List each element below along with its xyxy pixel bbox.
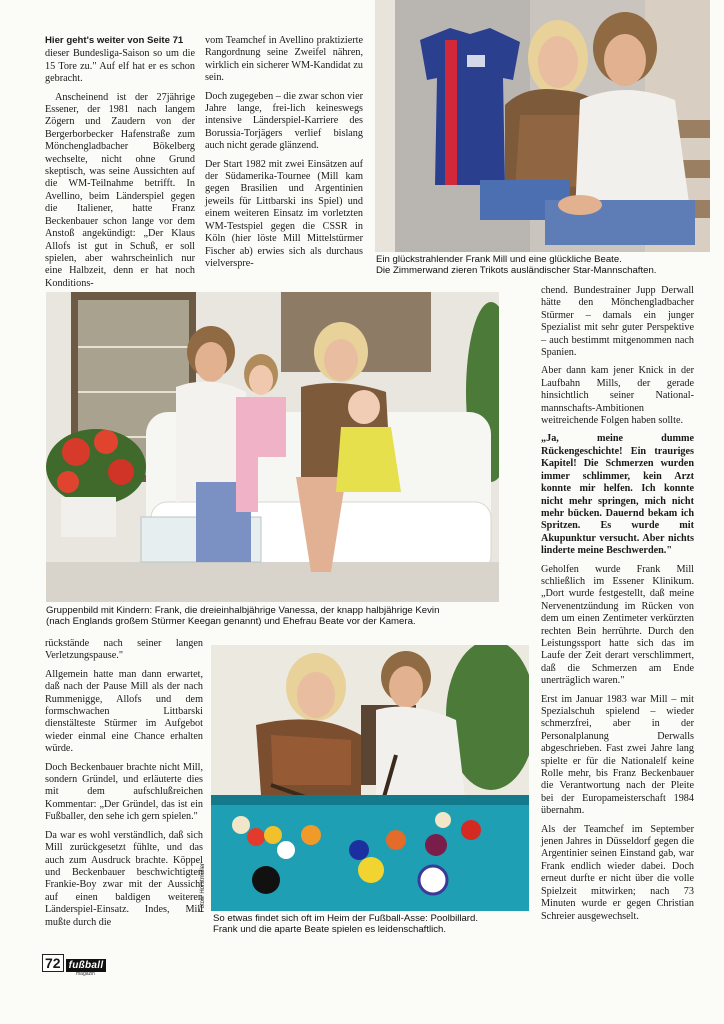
caption-line: Die Zimmerwand zieren Trikots ausländischer Star-Mannschaften.	[376, 265, 657, 277]
family-photo-image	[46, 292, 499, 602]
pool-photo-caption	[213, 913, 533, 936]
article-paragraph: Erst im Januar 1983 war Mill – mit Spezialschuh spielend – wieder schmerzfrei, aber in der Personalplanung Derwalls abgeschrieben. Fast zwei Jahre lang spielte er für die Nationalelf keine Rolle mehr, bis Franz Beckenbauer die Verantwortung nach der Pleite bei der Europameisterschaft 1984 übernahm.	[541, 693, 694, 817]
page-number: 72	[42, 954, 64, 972]
article-paragraph: Anscheinend ist der 27jährige Essener, der 1981 nach langem Zögern und Zaudern von der Bergerborbecker Hafenstraße zum Mönchengladbacher Bökelberg wechselte, nicht ohne Grund skeptisch, was seine Aussichten auf die WM-Teilnahme betrifft. In Avellino, beim Länderspiel gegen die Italiener, hatte Franz Beckenbauer schon lange vor dem Anstoß angekündigt: „Der Klaus Allofs ist gut in Schuß, er soll spielen, aber wahrscheinlich nur eine Halbzeit, denn er hat noch Konditions-	[45, 91, 195, 289]
caption-line: Ein glückstrahlender Frank Mill und eine glückliche Beate.	[376, 254, 622, 265]
couple-photo	[375, 0, 710, 252]
article-paragraph: Da war es wohl verständlich, daß sich Mill zurückgesetzt fühlte, und das auch zum Ausdruck brachte. Köppel und Beckenbauer beschwichtigten Frankie-Boy zwar mit der Aussicht auf einen baldigen weiteren Länderspiel-Einsatz. Indes, Mill mußte durch die	[45, 829, 203, 928]
article-paragraph: Als der Teamchef im September jenen Jahres in Düsseldorf gegen die Argentinier seinen Einstand gab, war Frank endlich wieder dabei. Doch erneut durfte er nicht über die volle Spielzeit mitwirken; nach 73 Minuten wurde er gegen Christian Schreier ausgewechselt.	[541, 823, 694, 922]
article-paragraph: vom Teamchef in Avellino praktizierte Rangordnung seine Zweifel nähren, wirklich ein sicherer WM-Kandidat zu sein.	[205, 35, 363, 84]
article-column-2-top	[205, 35, 363, 276]
article-column-1-bottom	[45, 638, 203, 935]
pool-photo	[211, 645, 529, 911]
caption-line: (nach Englands großem Stürmer Keegan genannt) und Ehefrau Beate vor der Kamera.	[46, 616, 416, 628]
page-folio	[42, 955, 106, 977]
article-paragraph: „Ja, meine dumme Rückengeschichte! Ein trauriges Kapitel! Die Schmerzen wurden immer schlimmer, kein Arzt konnte mir helfen. Ich konnte nicht mehr springen, mich nicht mehr bücken. Dauernd bekam ich Spritzen. Es wurde mit Akupunktur versucht. Aber nichts linderte meine Beschwerden."	[541, 433, 694, 557]
article-column-1-top	[45, 35, 195, 296]
article-paragraph: rückstände nach seiner langen Verletzungspause."	[45, 638, 203, 662]
article-paragraph: dieser Bundesliga-Saison so um die 15 Tore zu." Auf elf hat er es schon gebracht.	[45, 48, 195, 85]
article-paragraph: Der Start 1982 mit zwei Einsätzen auf der Südamerika-Tournee (Mill kam gegen Brasilien und Argentinien jeweils für Littbarski ins Spiel) und einem weiteren Einsatz im vorletzten WM-Testspiel gegen die CSSR in Köln (hier löste Mill Mittelstürmer Fischer ab) erwies sich als durchaus vielverspre-	[205, 158, 363, 269]
magazine-logo-sub: magazin	[76, 971, 95, 977]
caption-line: Frank und die aparte Beate spielen es leidenschaftlich.	[213, 924, 447, 936]
article-paragraph: Allgemein hatte man dann erwartet, daß nach der Pause Mill als der nach Rummenigge, Allofs und dem formschwachen Littbarski dienstälteste Stürmer im Aufgebot wieder einmal eine Chance erhalten würde.	[45, 668, 203, 755]
family-photo-caption	[46, 605, 526, 628]
article-paragraph: Geholfen wurde Frank Mill schließlich im Essener Klinikum. „Dort wurde festgestellt, daß meine Nervenentzündung im Rücken von dem um einen Zentimeter verkürzten rechten Bein herrührte. Durch den Leistungssport hatte sich das im Laufe der Zeit derart verschlimmert, daß die Schmerzen am Ende unerträglich waren."	[541, 563, 694, 687]
magazine-logo: fußball	[66, 959, 107, 972]
continuation-kicker: Hier geht's weiter von Seite 71	[45, 35, 184, 46]
couple-photo-image	[375, 0, 710, 252]
caption-line: So etwas findet sich oft im Heim der Fußball-Asse: Poolbillard.	[213, 913, 478, 924]
article-paragraph: chend. Bundestrainer Jupp Derwall hätte den Mönchengladbacher Stürmer – damals ein junger Spezialist mit sehr guter Perspektive – auch bestimmt mitgenommen nach Spanien.	[541, 285, 694, 359]
pool-photo-image	[211, 645, 529, 911]
article-column-3-middle	[541, 285, 694, 929]
caption-line: Gruppenbild mit Kindern: Frank, die dreieinhalbjährige Vanessa, der knapp halbjährige Kevin	[46, 605, 440, 616]
article-paragraph: Doch zugegeben – die zwar schon vier Jahre lange, frei-lich keineswegs intensive Länderspiel-Karriere des Borussia-Torjägers verlief bislang auch nicht gerade glänzend.	[205, 90, 363, 152]
article-paragraph: Doch Beckenbauer brachte nicht Mill, sondern Gründel, und erläuterte dies mit dem aufschlußreichen Kommentar: „Der Gründel, das ist ein Fußballer, den sehe ich gern spielen."	[45, 761, 203, 823]
photo-credit: Fotos: Horstmüller	[200, 862, 206, 912]
family-photo	[46, 292, 499, 602]
couple-photo-caption	[376, 254, 716, 277]
article-paragraph: Aber dann kam jener Knick in der Laufbahn Mills, der gerade hinsichtlich seiner National-mannschafts-Ambitionen weitreichende Folgen haben sollte.	[541, 365, 694, 427]
